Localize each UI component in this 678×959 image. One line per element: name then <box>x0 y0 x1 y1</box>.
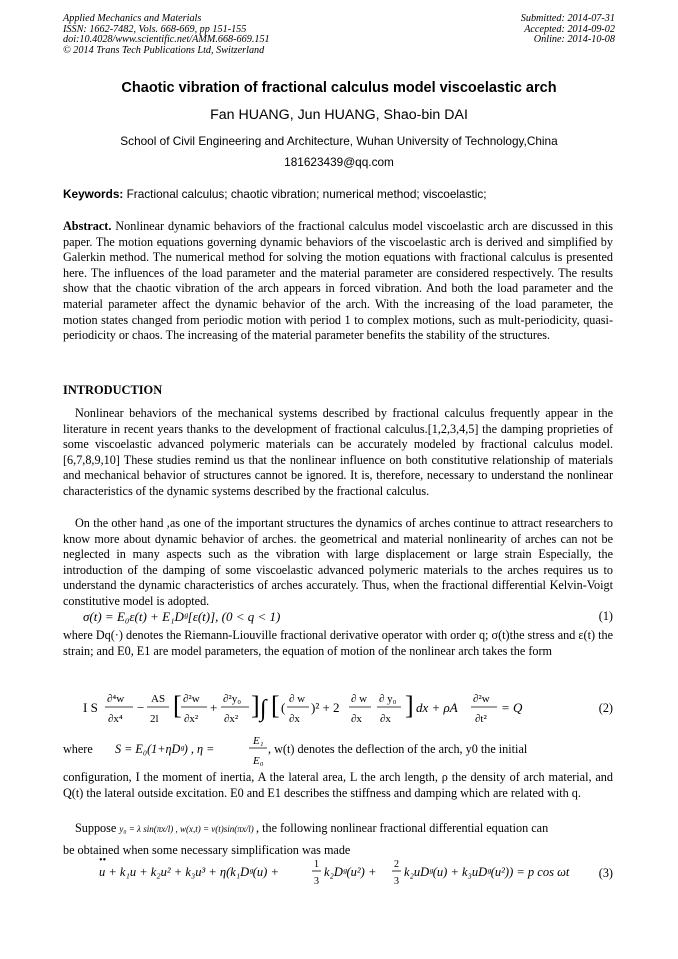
keywords-text: Fractional calculus; chaotic vibration; numerical method; viscoelastic; <box>123 187 487 201</box>
svg-text:= Q: = Q <box>501 700 523 715</box>
svg-text:••: •• <box>99 857 107 866</box>
svg-text:2: 2 <box>394 859 399 870</box>
equation-1-explanation: where Dq(·) denotes the Riemann-Liouville fractional derivative operator with order q; σ(t)the stress and ε(t) the strain; and E0, E1 are model parameters, the equation of motion of the nonlinear arch takes the form <box>63 628 613 658</box>
svg-text:∂x²: ∂x² <box>184 713 199 725</box>
issn-line: ISSN: 1662-7482, Vols. 668-669, pp 151-155 <box>63 23 247 35</box>
where2-rest: , w(t) denotes the deflection of the arch, y0 the initial <box>268 742 528 756</box>
svg-text:k₂Dᵍ(u²) +: k₂Dᵍ(u²) + <box>324 865 377 879</box>
svg-text:]: ] <box>251 691 260 720</box>
equation-1-number: (1) <box>598 609 613 623</box>
svg-text:]: ] <box>405 691 414 720</box>
suppose-continuation: be obtained when some necessary simplification was made <box>63 843 351 857</box>
equation-2-variables: configuration, I the moment of inertia, A the lateral area, L the arch length, ρ the density of arch material, and Q(t) the lateral outside excitation. E0 and E1 describes the stiffness and damping which are related with q. <box>63 770 613 800</box>
svg-text:S = E₀(1+ηDᵍ) , η =: S = E₀(1+ηDᵍ) , η = <box>115 742 215 756</box>
svg-text:∂t²: ∂t² <box>475 713 487 725</box>
equation-2-formula <box>63 687 603 729</box>
journal-info <box>63 14 270 56</box>
submitted-date: Submitted: 2014-07-31 <box>520 13 615 24</box>
svg-text:∂ w: ∂ w <box>351 693 368 705</box>
abstract-label: Abstract. <box>63 219 112 233</box>
svg-text:[: [ <box>271 691 280 720</box>
svg-text:2l: 2l <box>150 713 159 725</box>
email: 181623439@qq.com <box>284 155 394 169</box>
suppose-line <box>75 821 548 836</box>
where-word: where <box>63 742 93 756</box>
doi-line: doi:10.4028/www.scientific.net/AMM.668-669.151 <box>63 34 270 46</box>
svg-text:+: + <box>210 700 218 715</box>
svg-text:−: − <box>137 700 145 715</box>
intro-paragraph-2: On the other hand ,as one of the important structures the dynamics of arches continue to attract researchers to know more about dynamic behavior of arches. the geometrical and material nonlinearity of arches can not be neglected in many aspects such as the vibration with large displacement or large strain Especially, the introduction of the damping of some viscoelastic advanced polymeric materials to the arches requires us to understand the dynamic characteristics of arches accurately. Thus, when the fractional differential Kelvin-Voigt constitutive model is adopted. <box>63 516 613 608</box>
section-heading: INTRODUCTION <box>63 383 163 397</box>
authors: Fan HUANG, Jun HUANG, Shao-bin DAI <box>210 107 468 123</box>
suppose-rest: , the following nonlinear fractional differential equation can <box>256 821 549 835</box>
svg-text:∂x⁴: ∂x⁴ <box>108 713 123 725</box>
svg-text:∫: ∫ <box>260 696 267 722</box>
equation-3-number: (3) <box>598 866 613 880</box>
equation-3-formula <box>63 857 603 889</box>
suppose-formula: y₀ = λ sin(πx/l) , w(x,t) = v(t)sin(πx/l) <box>119 824 257 834</box>
equation-2-number: (2) <box>598 701 613 715</box>
abstract <box>63 219 613 344</box>
equation-2-explanation <box>63 735 613 773</box>
equation-2 <box>63 687 613 729</box>
svg-text:∂²w: ∂²w <box>473 693 490 705</box>
svg-text:∂x: ∂x <box>289 713 300 725</box>
svg-text:∂²w: ∂²w <box>183 693 200 705</box>
svg-text:u + k₁u + k₂u² + k₃u³ + η(k₁Dᵍ: u + k₁u + k₂u² + k₃u³ + η(k₁Dᵍ(u) + <box>99 865 279 879</box>
svg-text:I S: I S <box>83 700 98 715</box>
abstract-text: Nonlinear dynamic behaviors of the fractional calculus model viscoelastic arch are discussed in this paper. The motion equations governing dynamic behaviors of the viscoelastic arch is derived and simplified by Galerkin method. The numerical method for solving the motion equations with fractional calculus is presented here. The influences of the load parameter and the material parameter are considered respectively. The results show that the chaotic vibration of the arch appears in forced vibration. And both the load parameter and the material parameter affect the dynamic behavior of the arch. With the increasing of the load parameter, the motion states changed from periodic motion with period 1 to complex motions, such as mult-periodicity, quasi-periodicity or chaos. The increasing of the material parameter benefits the stability of the structures. <box>63 219 613 343</box>
svg-text:∂ y₀: ∂ y₀ <box>379 693 397 705</box>
svg-text:(: ( <box>281 700 286 715</box>
svg-text:E₀: E₀ <box>253 755 264 767</box>
keywords <box>63 187 623 201</box>
keywords-label: Keywords: <box>63 187 124 201</box>
intro-paragraph-1: Nonlinear behaviors of the mechanical systems described by fractional calculus frequently appear in the literature in recent years thanks to the development of fractional calculus.[1,2,3,4,5] the damping proprieties of some viscoelastic advanced polymeric materials can be accurately modeled by fractional calculus model.[6,7,8,9,10] These studies remind us that the nonlinear influence on both constitutive relationship of materials and mechanical behavior of structures cannot be ignored. It is, therefore, necessary to understand the nonlinear characteristics of the dynamic systems described by the fractional calculus. <box>63 406 613 498</box>
online-date: Online: 2014-10-08 <box>533 34 615 46</box>
copyright-line: © 2014 Trans Tech Publications Ltd, Switzerland <box>63 44 265 56</box>
svg-text:1: 1 <box>314 859 319 870</box>
accepted-date: Accepted: 2014-09-02 <box>524 23 615 35</box>
equation-3 <box>63 857 613 889</box>
svg-text:∂⁴w: ∂⁴w <box>107 693 125 705</box>
svg-text:dx + ρA: dx + ρA <box>416 700 458 715</box>
svg-text:∂²y₀: ∂²y₀ <box>223 693 242 705</box>
svg-text:3: 3 <box>314 876 319 887</box>
svg-text:k₂uDᵍ(u) + k₃uDᵍ(u²)) = p cos: k₂uDᵍ(u) + k₃uDᵍ(u²)) = p cos ωt <box>404 865 570 879</box>
svg-text:[: [ <box>173 691 182 720</box>
svg-text:AS: AS <box>151 693 166 705</box>
svg-text:)² + 2: )² + 2 <box>311 700 340 715</box>
svg-text:3: 3 <box>394 876 399 887</box>
svg-text:E₁: E₁ <box>253 735 264 747</box>
equation-1-body: σ(t) = E₀ε(t) + E₁Dᵍ[ε(t)], (0 < q < 1) <box>83 609 281 624</box>
paper-title: Chaotic vibration of fractional calculus model viscoelastic arch <box>121 80 557 96</box>
s-eta-definitions <box>63 735 613 769</box>
affiliation: School of Civil Engineering and Architecture, Wuhan University of Technology,China <box>120 134 558 148</box>
svg-text:∂x²: ∂x² <box>224 713 239 725</box>
svg-text:∂x: ∂x <box>380 713 391 725</box>
svg-text:∂ w: ∂ w <box>289 693 306 705</box>
dates-info <box>521 14 615 46</box>
suppose-word: Suppose <box>75 821 117 835</box>
journal-name: Applied Mechanics and Materials <box>63 13 202 24</box>
svg-text:∂x: ∂x <box>351 713 362 725</box>
